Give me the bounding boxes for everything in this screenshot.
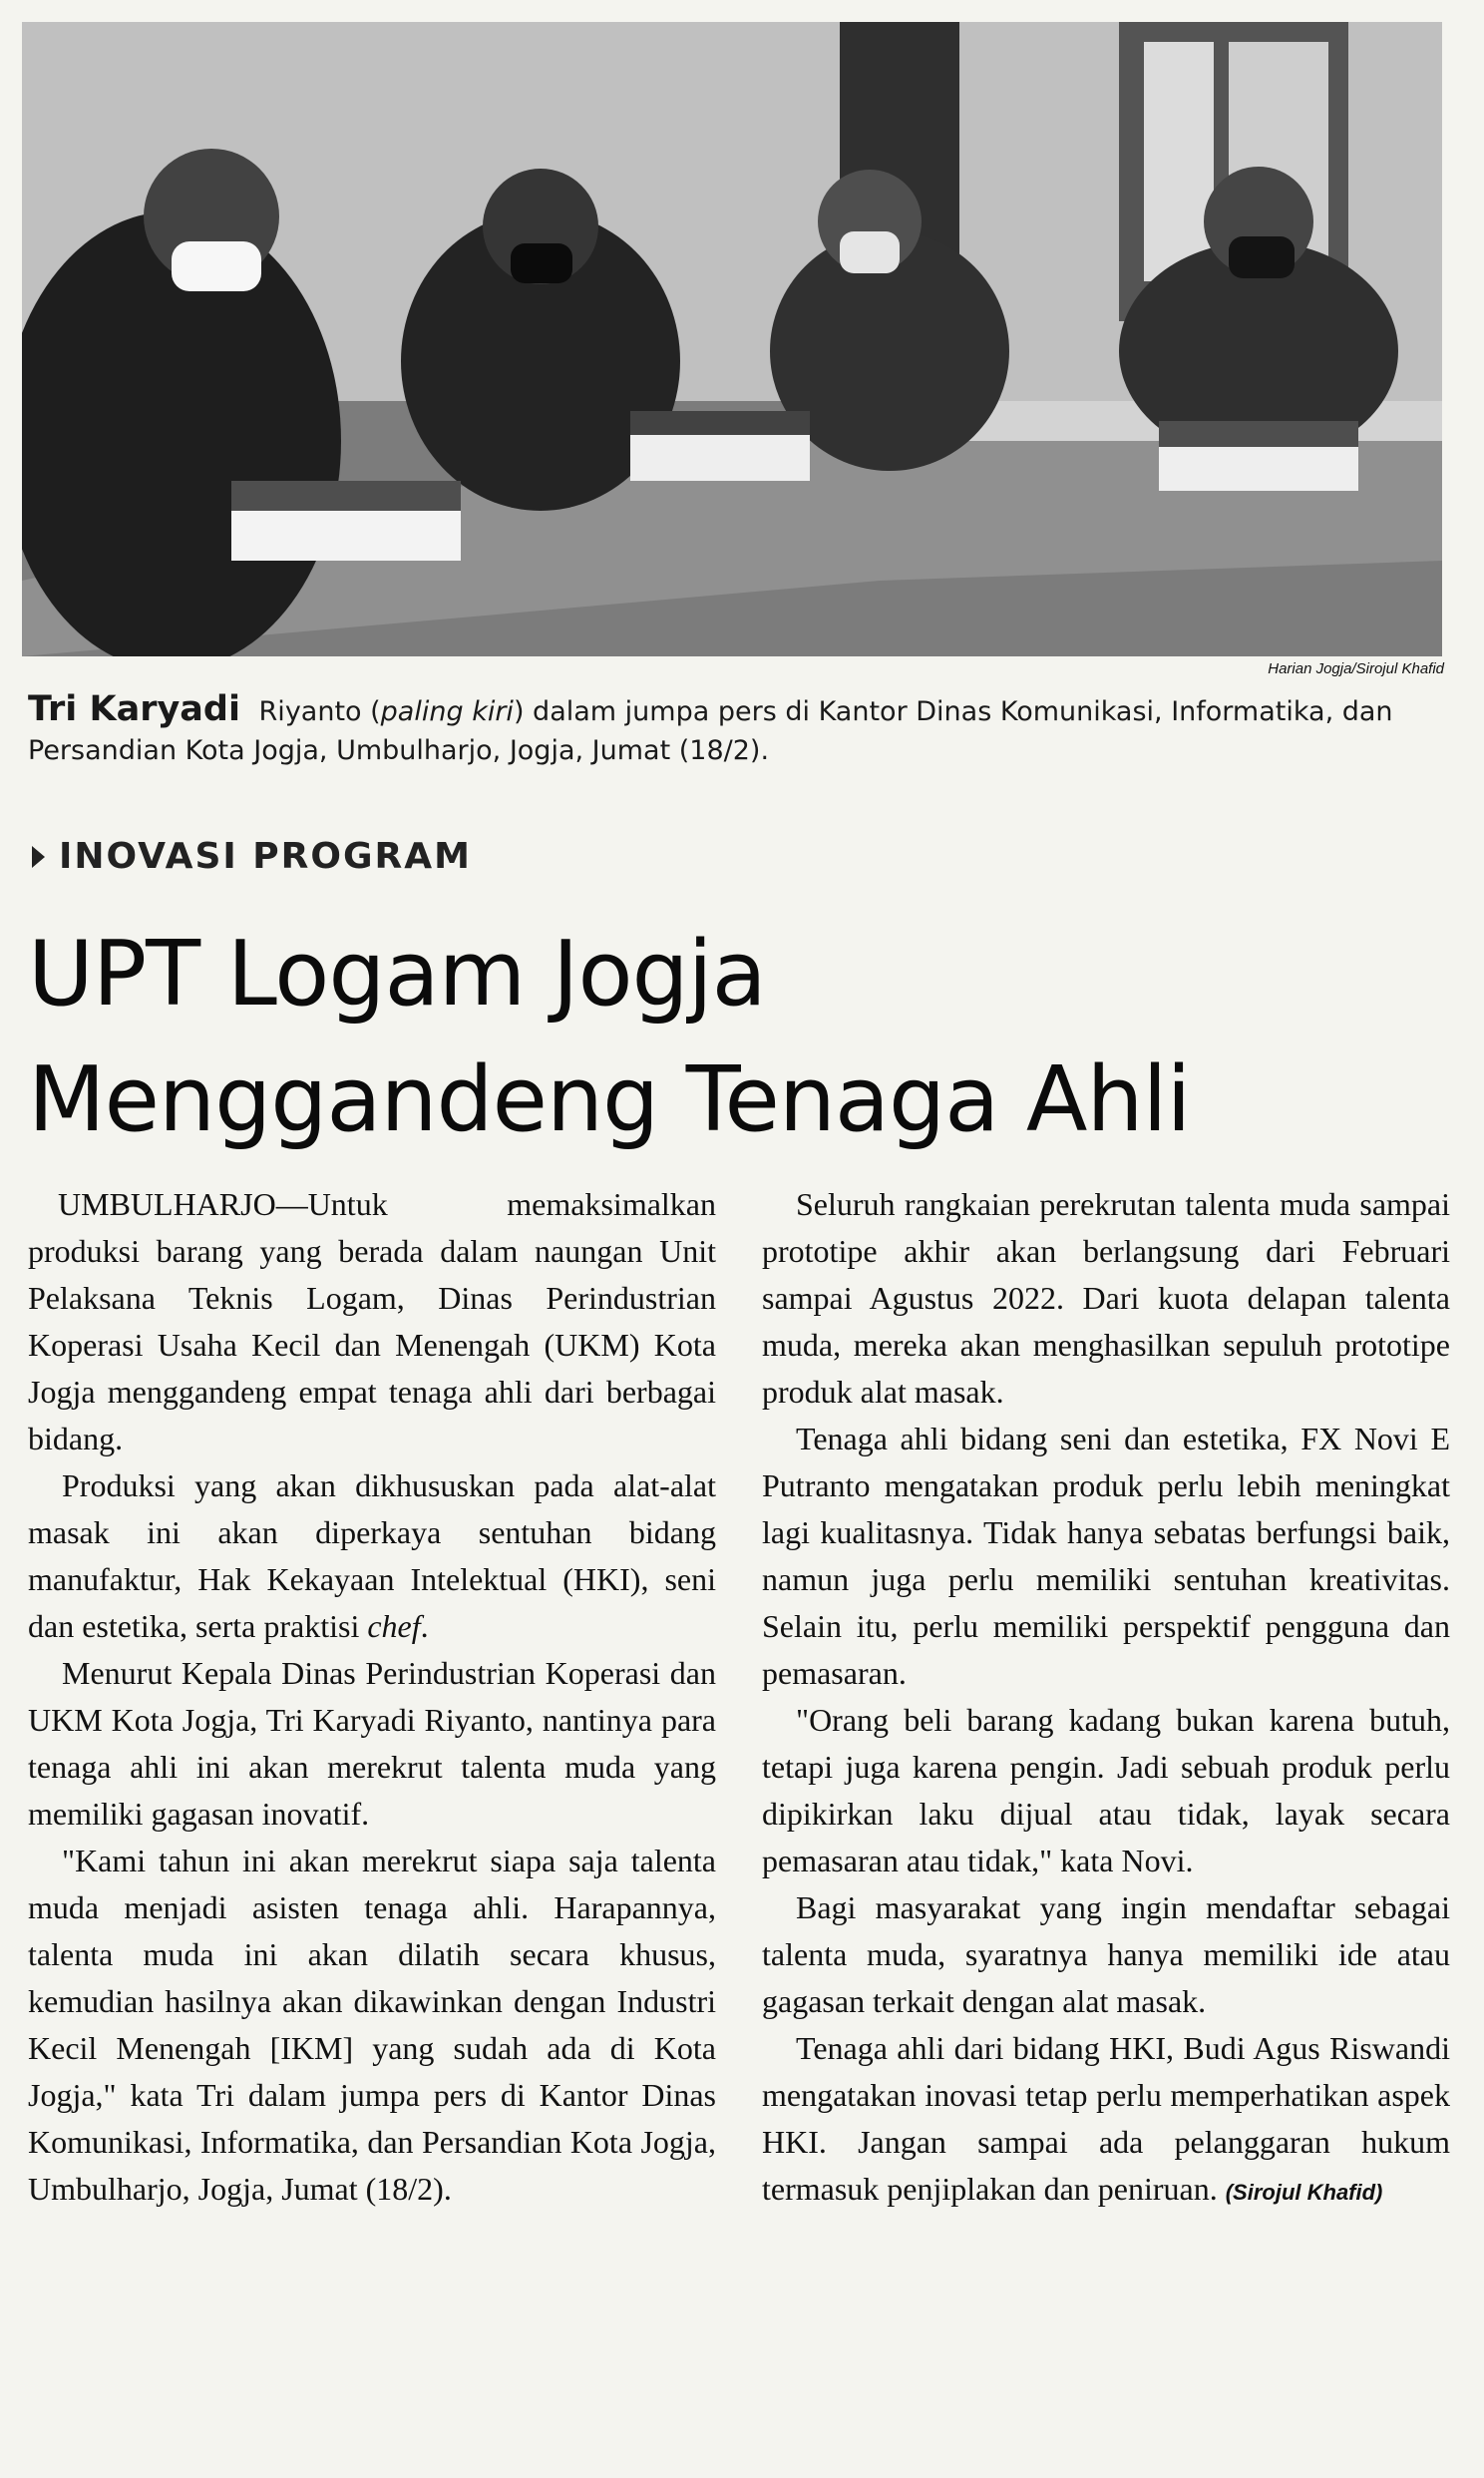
paragraph-text: . [420,1608,429,1644]
paragraph-italic: chef [367,1608,421,1644]
author-signature: (Sirojul Khafid) [1225,2180,1383,2205]
paragraph-text: Tenaga ahli dari bidang HKI, Budi Agus Riswandi mengatakan inovasi tetap perlu memperhatikan aspek HKI. Jangan sampai ada pelanggaran hukum termasuk penjiplakan dan peniruan. [762,2030,1450,2207]
paragraph: "Kami tahun ini akan merekrut siapa saja talenta muda menjadi asisten tenaga ahli. Harapannya, talenta muda ini akan dilatih secara khusus, kemudian hasilnya akan dikawinkan dengan Industri Kecil Menengah [IKM] yang sudah ada di Kota Jogja," kata Tri dalam jumpa pers di Kantor Dinas Komunikasi, Informatika, dan Persandian Kota Jogja, Umbulharjo, Jogja, Jumat (18/2). [28,1843,716,2207]
headline-line-2: Menggandeng Tenaga Ahli [28,1047,1191,1152]
paragraph-text: Produksi yang akan dikhususkan pada alat-alat masak ini akan diperkaya sentuhan bidang manufaktur, Hak Kekayaan Intelektual (HKI), seni dan estetika, serta praktisi [28,1467,716,1644]
paragraph [762,2025,1450,2216]
caption-text-2: ) dalam jumpa pers di Kantor Dinas Komunikasi, Informatika, dan Persandian Kota Jogja, Umbulharjo, Jogja, Jumat (18/2). [28,696,1393,766]
paragraph: Bagi masyarakat yang ingin mendaftar sebagai talenta muda, syaratnya hanya memiliki ide atau gagasan terkait dengan alat masak. [762,1889,1450,2019]
caption-name: Tri Karyadi [28,689,240,729]
paragraph [28,1462,716,1650]
triangle-bullet-icon [32,846,45,868]
photo-credit: Harian Jogja/Sirojul Khafid [1268,660,1444,677]
headline-line-1: UPT Logam Jogja [28,922,766,1027]
paragraph: Tenaga ahli bidang seni dan estetika, FX Novi E Putranto mengatakan produk perlu lebih meningkat lagi kualitasnya. Tidak hanya sebatas berfungsi baik, namun juga perlu memiliki sentuhan kreativitas. Selain itu, perlu memiliki perspektif pengguna dan pemasaran. [762,1421,1450,1691]
news-photo [22,22,1442,656]
article-column-2 [762,1181,1450,2468]
paragraph: UMBULHARJO—Untuk memaksimalkan produksi barang yang berada dalam naungan Unit Pelaksana Teknis Logam, Dinas Perindustrian Koperasi Usaha Kecil dan Menengah (UKM) Kota Jogja menggandeng empat tenaga ahli dari berbagai bidang. [28,1186,716,1456]
paragraph: Seluruh rangkaian perekrutan talenta muda sampai prototipe akhir akan berlangsung dari Februari sampai Agustus 2022. Dari kuota delapan talenta muda, mereka akan menghasilkan sepuluh prototipe produk alat masak. [762,1186,1450,1410]
paragraph: Menurut Kepala Dinas Perindustrian Koperasi dan UKM Kota Jogja, Tri Karyadi Riyanto, nantinya para tenaga ahli ini akan merekrut talenta muda yang memiliki gagasan inovatif. [28,1655,716,1832]
caption-italic: paling kiri [380,696,514,727]
paragraph: "Orang beli barang kadang bukan karena butuh, tetapi juga karena pengin. Jadi sebuah produk perlu dipikirkan laku dijual atau tidak, layak secara pemasaran atau tidak," kata Novi. [762,1702,1450,1878]
photo-illustration [22,22,1442,656]
section-kicker [32,836,472,877]
kicker-text: INOVASI PROGRAM [59,836,472,877]
article-headline [28,912,1444,1163]
caption-text-1: Riyanto ( [249,696,381,727]
article-column-1 [28,1181,716,2468]
photo-caption [28,690,1454,770]
